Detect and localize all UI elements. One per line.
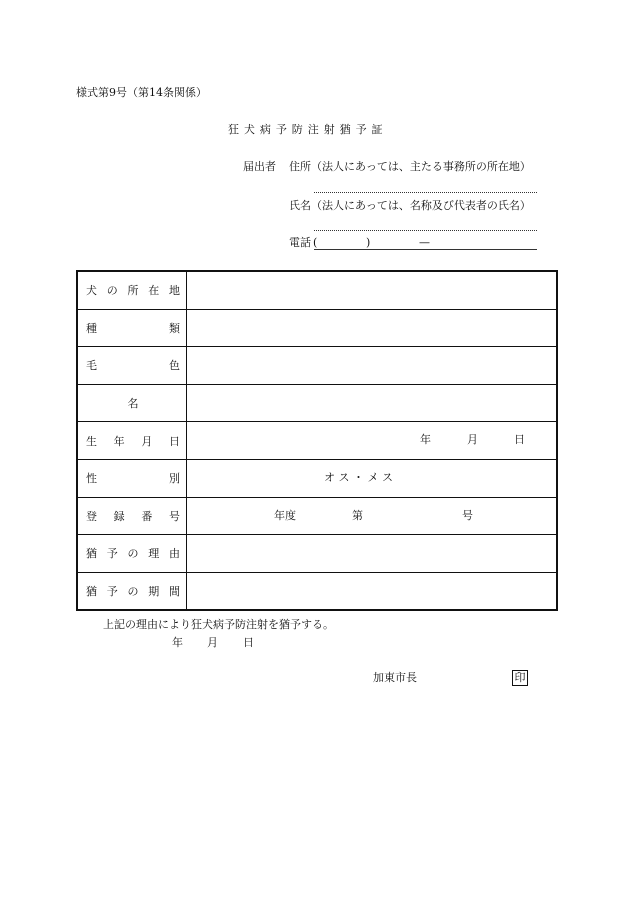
label-char: 登 (86, 509, 97, 523)
label-char: 猶 (86, 547, 97, 561)
label-char: 猶 (86, 585, 97, 599)
row-value[interactable] (187, 309, 558, 347)
dog-info-table (76, 270, 558, 611)
label-char: 在 (148, 284, 160, 298)
row-label (77, 309, 187, 347)
row-value[interactable] (187, 535, 558, 573)
label-char: 犬 (86, 284, 97, 298)
row-label (77, 459, 187, 497)
phone-dash: — (419, 236, 430, 249)
label-char: 生 (86, 434, 97, 448)
label-char: 毛 (86, 359, 97, 373)
label-char: 別 (169, 472, 180, 486)
table-row (77, 459, 557, 497)
row-value[interactable] (187, 572, 558, 610)
label-char: 番 (141, 509, 153, 523)
table-row (77, 535, 557, 573)
label-char: 色 (169, 359, 180, 373)
phone-label: 電話 (289, 236, 311, 249)
row-value[interactable] (187, 347, 558, 385)
issue-date-month: 月 (207, 636, 218, 649)
value-part: 第 (352, 508, 363, 522)
table-row (77, 422, 557, 460)
label-char: 号 (168, 509, 180, 523)
phone-paren-close: ) (366, 236, 371, 249)
row-label (77, 384, 187, 422)
address-line (314, 192, 537, 193)
applicant-label: 届出者 (243, 160, 276, 173)
label-char: 期 (148, 585, 160, 599)
value-part: 月 (467, 433, 478, 447)
row-label (77, 535, 187, 573)
label-char: 間 (169, 585, 180, 599)
phone-line (314, 249, 537, 250)
table-row (77, 309, 557, 347)
name-line (314, 230, 537, 231)
label-char: 理 (148, 547, 160, 561)
label-char: 年 (113, 434, 125, 448)
label-char: 由 (169, 547, 180, 561)
phone-paren-open: ( (313, 236, 318, 249)
label-char: 類 (169, 321, 180, 335)
label-char: 録 (113, 509, 125, 523)
table-row (77, 497, 557, 535)
row-label (77, 271, 187, 309)
issuer: 加東市長 (373, 671, 417, 684)
value-part: 日 (514, 433, 525, 447)
value-part: 年 (420, 433, 431, 447)
issue-date-year: 年 (172, 636, 183, 649)
label-char: 予 (106, 585, 118, 599)
sex-options: オ ス ・ メ ス (324, 470, 393, 484)
label-char: 所 (127, 284, 139, 298)
table-row (77, 347, 557, 385)
seal-stamp: 印 (512, 670, 528, 686)
label-char: の (127, 585, 139, 599)
row-label (77, 347, 187, 385)
row-label (77, 497, 187, 535)
document-title: 狂犬病予防注射猶予証 (228, 123, 388, 136)
address-label: 住所（法人にあっては、主たる事務所の所在地） (289, 160, 531, 173)
label-char: 地 (169, 284, 180, 298)
label-char: の (106, 284, 118, 298)
label-char: 性 (86, 472, 97, 486)
table-row (77, 572, 557, 610)
value-part: 号 (462, 508, 473, 522)
label-char: 日 (168, 434, 180, 448)
row-label (77, 422, 187, 460)
row-value[interactable] (187, 384, 558, 422)
table-row (77, 271, 557, 309)
row-value[interactable] (187, 459, 558, 497)
table-row (77, 384, 557, 422)
row-value[interactable] (187, 497, 558, 535)
form-number: 様式第9号（第14条関係） (76, 86, 207, 99)
row-label (77, 572, 187, 610)
label-char: 種 (86, 321, 97, 335)
label-char: 予 (106, 547, 118, 561)
statement: 上記の理由により狂犬病予防注射を猶予する。 (103, 618, 334, 631)
value-part: 年度 (274, 508, 296, 522)
label-char: の (127, 547, 139, 561)
label-char: 月 (141, 434, 153, 448)
name-label: 氏名（法人にあっては、名称及び代表者の氏名） (289, 199, 531, 212)
label-char: 名 (127, 397, 139, 411)
issue-date-day: 日 (243, 636, 254, 649)
row-value[interactable] (187, 271, 558, 309)
row-value[interactable] (187, 422, 558, 460)
